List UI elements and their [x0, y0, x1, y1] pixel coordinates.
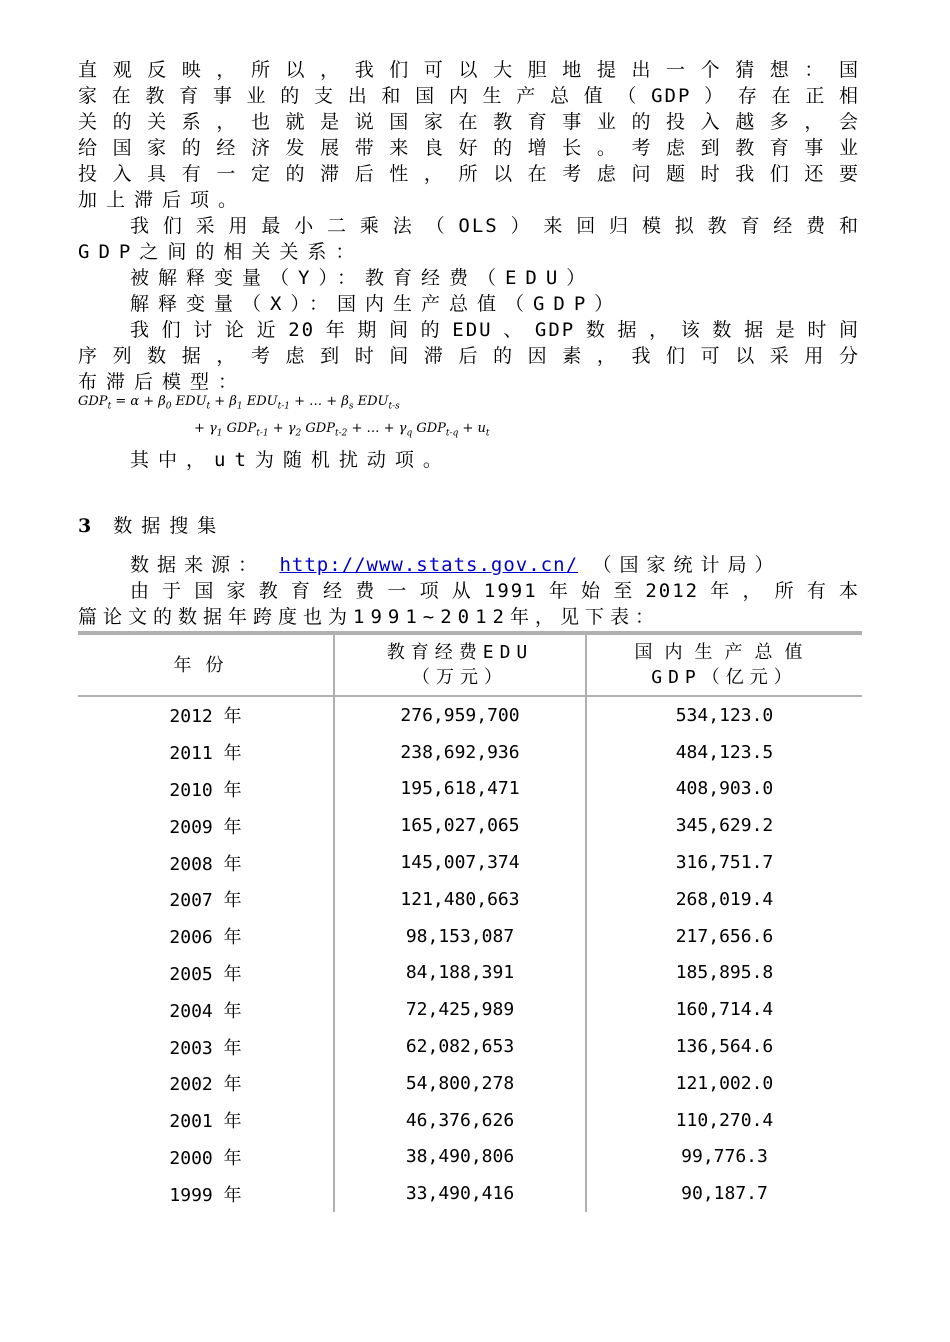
cell-year: 2010 年 [169, 779, 242, 801]
cell-edu: 38,490,806 [334, 1139, 586, 1176]
cell-edu: 276,959,700 [334, 696, 586, 734]
header-edu-line1: 教育经费EDU [386, 642, 534, 663]
source-link[interactable]: http://www.stats.gov.cn/ [279, 554, 579, 576]
cell-edu: 54,800,278 [334, 1065, 586, 1102]
cell-gdp: 316,751.7 [586, 844, 862, 881]
cell-year: 2000 年 [169, 1147, 242, 1169]
cell-gdp: 484,123.5 [586, 734, 862, 771]
cell-gdp: 90,187.7 [586, 1175, 862, 1212]
cell-year: 2003 年 [169, 1037, 242, 1059]
paragraph-line: 关的关系，也就是说国家在教育事业的投入越多，会 [78, 111, 860, 133]
cell-gdp: 110,270.4 [586, 1102, 862, 1139]
cell-edu: 72,425,989 [334, 991, 586, 1028]
cell-gdp: 121,002.0 [586, 1065, 862, 1102]
cell-gdp: 534,123.0 [586, 696, 862, 734]
cell-year: 1999 年 [169, 1184, 242, 1206]
cell-year: 2011 年 [169, 743, 242, 765]
cell-year: 2006 年 [169, 927, 242, 949]
paragraph-line: 序列数据，考虑到时间滞后的因素，我们可以采用分 [78, 345, 860, 367]
table-row [78, 1139, 862, 1176]
header-gdp-line2: GDP（亿元） [651, 667, 798, 688]
table-row [78, 991, 862, 1028]
paragraph-line: 布滞后模型： [78, 371, 247, 393]
cell-edu: 165,027,065 [334, 807, 586, 844]
cell-edu: 62,082,653 [334, 1028, 586, 1065]
section-title: 数据搜集 [113, 515, 226, 537]
paragraph-line: 我们采用最小二乘法（OLS）来回归模拟教育经费和 [130, 215, 860, 237]
cell-year: 2008 年 [169, 853, 242, 875]
data-table [78, 631, 862, 1212]
cell-edu: 84,188,391 [334, 955, 586, 992]
cell-gdp: 136,564.6 [586, 1028, 862, 1065]
table-row [78, 1175, 862, 1212]
cell-edu: 121,480,663 [334, 881, 586, 918]
cell-edu: 33,490,416 [334, 1175, 586, 1212]
table-row [78, 807, 862, 844]
cell-edu: 145,007,374 [334, 844, 586, 881]
header-year: 年份 [78, 633, 334, 696]
cell-year: 2004 年 [169, 1000, 242, 1022]
formula-line-1: $GDP_t = \alpha + \beta_0$ $EDU_t + \beta_1$ $EDU_{t-1}$ + … + $\beta_s$ $EDU_{t-s}$ [78, 394, 400, 412]
header-gdp [586, 633, 862, 696]
section-heading [78, 513, 225, 539]
cell-gdp: 160,714.4 [586, 991, 862, 1028]
cell-gdp: 408,903.0 [586, 771, 862, 808]
cell-year: 2002 年 [169, 1074, 242, 1096]
cell-gdp: 268,019.4 [586, 881, 862, 918]
table-row [78, 734, 862, 771]
paragraph-line: 直观反映，所以，我们可以大胆地提出一个猜想：国 [78, 59, 860, 81]
cell-gdp: 217,656.6 [586, 918, 862, 955]
header-edu-line2: （万元） [412, 667, 508, 688]
formula-line-2: + $\gamma_1$ $GDP_{t-1} + \gamma_2$ $GDP_{t-2}$ + … + $\gamma_q$ $GDP_{t-q} + u_t$ [194, 421, 490, 439]
table-row [78, 844, 862, 881]
cell-year: 2012 年 [169, 706, 242, 728]
cell-edu: 195,618,471 [334, 771, 586, 808]
header-gdp-line1: 国内生产总值 [634, 642, 815, 663]
table-row [78, 1102, 862, 1139]
cell-year: 2009 年 [169, 816, 242, 838]
paragraph-line: 给国家的经济发展带来良好的增长。考虑到教育事业 [78, 137, 860, 159]
table-row [78, 1065, 862, 1102]
cell-edu: 238,692,936 [334, 734, 586, 771]
table-row [78, 1028, 862, 1065]
cell-year: 2005 年 [169, 963, 242, 985]
source-line [130, 552, 860, 578]
header-edu [334, 633, 586, 696]
cell-gdp: 345,629.2 [586, 807, 862, 844]
table-row [78, 881, 862, 918]
paragraph-line: 家在教育事业的支出和国内生产总值（GDP）存在正相 [78, 85, 860, 107]
table-row [78, 918, 862, 955]
section-number: 3 [78, 515, 92, 537]
table-row [78, 771, 862, 808]
dependent-variable: 被解释变量（Y）：教育经费（EDU） [130, 267, 595, 289]
cell-edu: 98,153,087 [334, 918, 586, 955]
cell-year: 2007 年 [169, 890, 242, 912]
explanatory-variable: 解释变量（X）：国内生产总值（GDP） [130, 293, 623, 315]
cell-edu: 46,376,626 [334, 1102, 586, 1139]
paragraph-line: 我们讨论近20年期间的EDU、GDP数据，该数据是时间 [130, 319, 860, 341]
paragraph-line: 篇论文的数据年跨度也为1991~2012年，见下表： [78, 606, 660, 628]
paragraph-line: 投入具有一定的滞后性，所以在考虑问题时我们还要 [78, 163, 860, 185]
source-label: 数据来源： [130, 554, 266, 576]
paragraph-line: 加上滞后项。 [78, 189, 247, 211]
paragraph-line: GDP之间的相关关系： [78, 241, 364, 263]
paragraph-line: 由于国家教育经费一项从1991年始至2012年，所有本 [130, 580, 860, 602]
cell-gdp: 99,776.3 [586, 1139, 862, 1176]
residual-note: 其中，ut为随机扰动项。 [130, 449, 451, 471]
table-row [78, 955, 862, 992]
source-name: （国家统计局） [592, 554, 782, 576]
cell-year: 2001 年 [169, 1111, 242, 1133]
table-row [78, 696, 862, 734]
cell-gdp: 185,895.8 [586, 955, 862, 992]
table-header-row [78, 633, 862, 696]
